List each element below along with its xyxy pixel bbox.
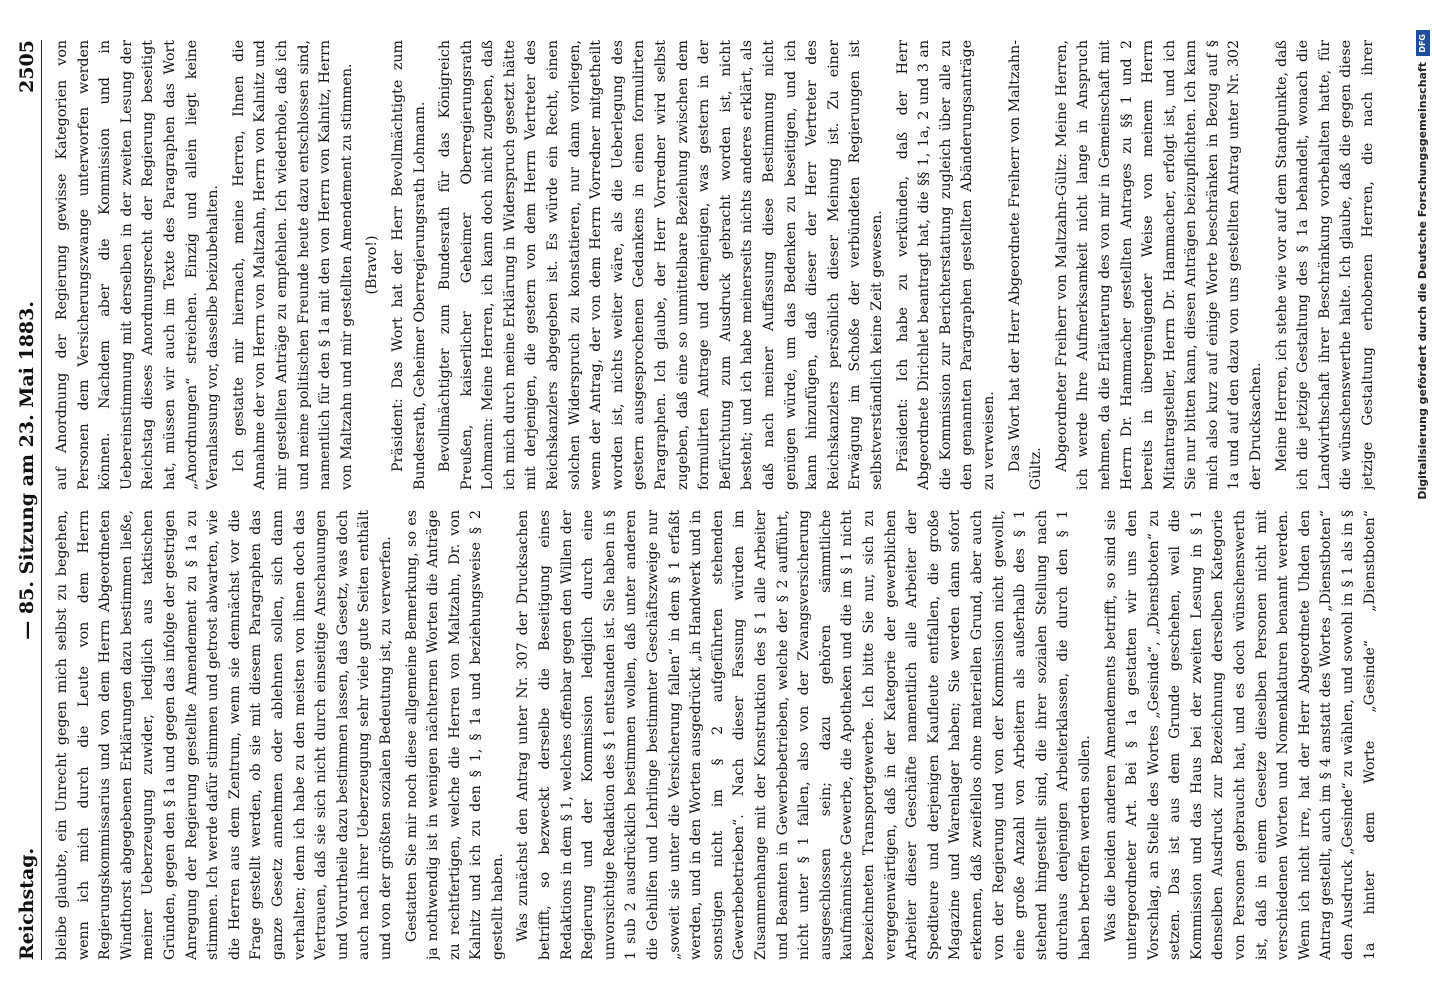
page-header (8, 40, 42, 960)
paragraph: Das Wort hat der Herr Abgeordnete Freiherr von Maltzahn-Gültz. (1006, 40, 1045, 490)
paragraph: Abgeordneter Freiherr von Maltzahn-Gültz: Meine Herren, ich werde Ihre Aufmerksamkeit nicht lange in Anspruch nehmen, da die Erläuterung des von mir in Gemeinschaft mit Herrn Dr. Hammacher gestellten Antrages zu §§ 1 und 2 bereits in übergenügender Weise von meinem Herrn Mitantragsteller, Herrn Dr. Hammacher, erfolgt ist, und ich Sie nur bitten kann, diesen Anträgen beizupflichten. Ich kann mich also kurz auf einige Worte beschränken in Bezug auf § 1a und auf den dazu von uns gestellten Antrag unter Nr. 302 der Drucksachen. (1053, 40, 1265, 490)
applause-note: (Bravo!) (364, 235, 381, 295)
dfg-side-banner (1413, 30, 1432, 960)
text-columns (52, 40, 1382, 960)
paragraph: Gestatten Sie mir noch diese allgemeine Bemerkung, so es ja nothwendig ist in wenigen nächternen Worten die Anträge zu rechtfertigen, welche die Herren von Maltzahn, Dr. von Kalnitz und ich zu den § 1, § 1a und beziehungsweise § 2 gestellt haben. (403, 510, 506, 960)
header-session-date: — 85. Sitzung am 23. Mai 1883. (16, 301, 38, 640)
paragraph: Bevollmächtigter zum Bundesrath für das Königreich Preußen, kaiserlicher Geheimer Oberregierungsrath Lohmann: Meine Herren, ich kann doch nicht zugeben, daß ich mich durch meine Erklärung in Widerspruch gesetzt hätte mit derjenigen, die gestern von dem Herrn Vertreter des Reichskanzlers abgegeben ist. Es würde ein Recht, einen solchen Widerspruch zu konstatieren, nur dann vorliegen, wenn der Antrag, der von dem Herrn Vorredner mitgetheilt worden ist, nichts weiter wäre, als die Ueberlegung des gestern ausgesprochenen Gedankens in einen formulirten Paragraphen. Ich glaube, der Herr Vorredner wird selbst zugeben, daß eine so unmittelbare Beziehung zwischen dem formulirten Antrage und demjenigen, was gestern in der Befürchtung zum Ausdruck gebracht worden ist, nicht besteht; und ich habe meinerseits nichts anderes erklärt, als daß nach meiner Auffassung diese Bestimmung nicht genügen würde, um das Bedenken zu beseitigen, und ich kann hinzufügen, daß dieser der Herr Vertreter des Reichskanzlers persönlich dieser Meinung ist. Zu einer Erwägung im Schoße der verbündeten Regierungen ist selbstverständlich keine Zeit gewesen. (437, 40, 885, 490)
paragraph: Was zunächst den Antrag unter Nr. 307 der Drucksachen betrifft, so bezweckt derselbe die Beseitigung eines Redaktions in dem § 1, welches offenbar gegen den Willen der Regierung und der Kommission lediglich durch eine unvorsichtige Redaktion des § 1 entstanden ist. Sie haben in § 1 sub 2 ausdrücklich bestimmen wollen, daß unter anderen die Gehilfen und Lehrlinge bestimmter Geschäftszweige nur „soweit sie unter die Versicherung fallen“ in dem § 1 erfaßt werden, und in den Worten ausgedrückt „in Handwerk und in sonstigen nicht im § 2 aufgeführten stehenden Gewerbebetrieben“. Nach dieser Fassung würden im Zusammenhange mit der Konstruktion des § 1 alle Arbeiter und Beamten in Gewerbebetrieben, welche der § 2 aufführt, nicht unter § 1 fallen, also von der Zwangsversicherung ausgeschlossen sein; dazu gehören sämmtliche kaufmännische Gewerbe, die Apotheken und die im § 1 nicht bezeichneten Transportgewerbe. Ich bitte Sie nur, sich zu vergegenwärtigen, daß in der Kategorie der gewerblichen Arbeiter dieser Geschäfte namentlich alle Arbeiter der Spediteure und derjenigen Kaufleute entfallen, die große Magazine und Warenlager haben; Sie werden dann sofort erkennen, daß zweifellos ohne materiellen Grund, aber auch von der Regierung und von der Kommission nicht gewollt, eine große Anzahl von Arbeitern als außerhalb des § 1 stehend hingestellt sind, die ihrer sozialen Stellung nach durchaus denjenigen Arbeiterklassen, die durch den § 1 haben betroffen werden sollen. (515, 510, 1093, 960)
text-column-left (52, 510, 1382, 960)
paragraph: bleibe glaubte, ein Unrecht gegen mich selbst zu begehen, wenn ich mich durch die Leute von dem Herrn Regierungskommissarius und von dem Herrn Abgeordneten Windthorst abgegebenen Erklärungen dazu bestimmen ließe, meiner Ueberzeugung zuwider, lediglich aus taktischen Gründen, gegen den § 1a und gegen das infolge der gestrigen Anregung der Regierung gestellte Amendement zu § 1a zu stimmen. Ich werde dafür stimmen und getrost abwarten, wie die Herren aus dem Zentrum, wenn sie demnächst vor die Frage gestellt werden, ob sie mit diesem Paragraphen das ganze Gesetz annehmen oder ablehnen sollen, sich dann verhalten; denn ich habe zu den meisten von ihnen doch das Vertrauen, daß sie sich nicht durch einseitige Anschauungen und Vorurtheile dazu bestimmen lassen, das Gesetz, was doch auch nach ihrer Ueberzeugung sehr viele gute Seiten enthält und von der größten sozialen Bedeutung ist, zu verwerfen. (54, 510, 394, 960)
header-journal-title: Reichstag. (16, 847, 38, 960)
header-page-number: 2505 (16, 40, 38, 93)
text-column-right (52, 40, 1382, 490)
paragraph: Meine Herren, ich stehe wie vor auf dem Standpunkte, daß ich die jetzige Gestaltung des § 1a behandelt, wonach die Landwirthschaft ihrer Beschränkung vorbehalten hatte, für die wünschenswerthe halte. Ich glaube, daß die gegen diese jetzige Gestaltung erhobenen Herren, die nach ihrer (1273, 40, 1377, 490)
paragraph: Präsident: Ich habe zu verkünden, daß der Herr Abgeordnete Dirichlet beantragt hat, die §§ 1, 1a, 2 und 3 an die Kommission zur Berichterstattung zugleich über alle zu den genannten Paragraphen gestellten Abänderungsanträge zu verweisen. (894, 40, 997, 490)
paragraph: Präsident: Das Wort hat der Herr Bevollmächtigte zum Bundesrath, Geheimer Oberregierungsrath Lohmann. (389, 40, 428, 490)
dfg-banner-text: Digitalisierung gefördert durch die Deutsche Forschungsgemeinschaft (1416, 62, 1429, 500)
paragraph: auf Anordnung der Regierung gewisse Kategorien von Personen dem Versicherungszwange unterworfen werden können. Nachdem aber die Kommission und in Uebereinstimmung mit derselben in der zweiten Lesung der Reichstag dieses Anordnungsrecht der Regierung beseitigt hat, müssen wir auch im Texte des Paragraphen das Wort „Anordnungen“ streichen. Einzig und allein liegt keine Veranlassung vor, dasselbe beizubehalten. (54, 40, 222, 490)
dfg-logo-icon (1416, 30, 1430, 56)
dfg-logo-text: DFG (1418, 33, 1427, 53)
paragraph: Was die beiden anderen Amendements betrifft, so sind sie untergeordneter Art. Bei § 1a gestatten wir uns den Vorschlag, an Stelle des Wortes „Gesinde“, „Dienstboten“ zu setzen. Das ist aus dem Grunde geschehen, weil die Kommission und das Haus bei der zweiten Lesung in § 1 denselben Ausdruck zur Bezeichnung derselben Kategorie von Personen gebraucht hat, und es doch wünschenswerth ist, daß in einem Gesetze dieselben Personen nicht mit verschiedenen Worten und Nomenklaturen benannt werden. Wenn ich nicht irre, hat der Herr Abgeordnete Uhden den Antrag gestellt, auch im § 4 anstatt des Wortes „Dienstboten“ den Ausdruck „Gesinde“ zu wählen, und sowohl in § 1 als in § 1a hinter dem Worte „Gesinde“ „Dienstboten“ (1102, 510, 1378, 960)
paragraph: Ich gestatte mir hiernach, meine Herren, Ihnen die Annahme der von Herrn von Maltzahn, Herrn von Kalnitz und mir gestellten Anträge zu empfehlen. Ich wiederhole, daß ich und meine politischen Freunde heute dazu entschlossen sind, namentlich für den § 1a mit den von Herrn von Kalnitz, Herrn von Maltzahn und mir gestellten Amendement zu stimmen. (230, 40, 355, 490)
